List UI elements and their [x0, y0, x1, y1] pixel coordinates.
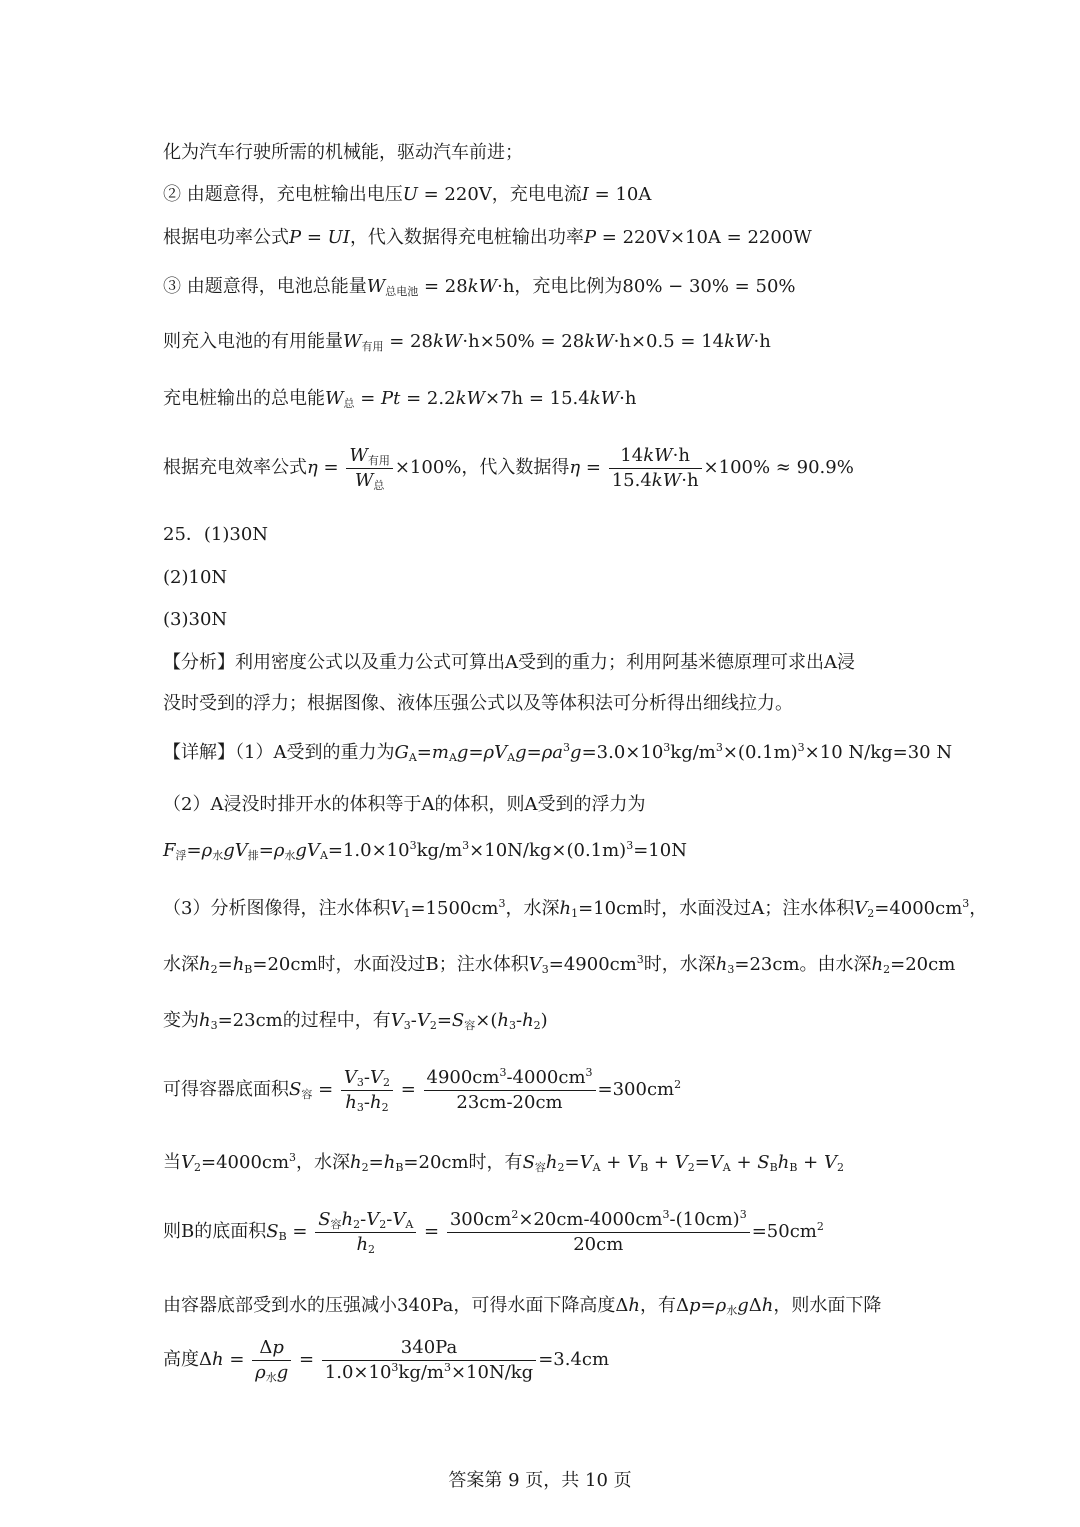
- line-3-text: 根据电功率公式P = UI，代入数据得充电桩输出功率P = 220V×10A = 2200W: [163, 227, 812, 248]
- line-4-text: ③ 由题意得，电池总能量$W_{总电池} = 28kW\cdot h$，充电比例为80% − 30% = 50%: [163, 276, 796, 298]
- line-1-text: 化为汽车行驶所需的机械能，驱动汽车前进；: [163, 142, 523, 163]
- line-12-text: 没时受到的浮力；根据图像、液体压强公式以及等体积法可分析得出细线拉力。: [163, 693, 793, 714]
- line-21-text: 则B的底面积$S_B$ = $\frac{S_容h_2-V_2-V_A}{h_2}$ = $\frac{300cm^2\times 20cm-4000cm^3-(10cm)^3}{20cm}$ $=50cm^2$: [163, 1207, 824, 1256]
- line-16: [163, 897, 987, 921]
- line-22-text: 由容器底部受到水的压强减小340Pa，可得水面下降高度Δh，有$\Delta p=\rho_水g\Delta h$，则水面下降: [163, 1295, 882, 1317]
- line-14-text: （2）A浸没时排开水的体积等于A的体积，则A受到的浮力为: [163, 794, 646, 815]
- line-12: [163, 692, 793, 716]
- line-17-text: 水深$h_2=h_B=20cm$时，水面没过B；注水体积$V_3=4900cm^3$时，水深$h_3=23cm$。由水深$h_2=20cm$: [163, 953, 956, 976]
- line-17: [163, 953, 955, 977]
- line-21: [163, 1208, 824, 1256]
- line-9-text: (2)10N: [163, 567, 228, 588]
- line-13: [163, 741, 952, 765]
- line-18-text: 变为$h_3=23cm$的过程中，有$V_3-V_2=S_容\times(h_3-h_2)$: [163, 1010, 548, 1032]
- line-5-text: 则充入电池的有用能量$W_{有用} = 28kW\cdot h\times 50\% = 28kW\cdot h\times 0.5 = 14kW\cdot h$: [163, 331, 771, 353]
- line-23: [163, 1336, 609, 1384]
- line-10: [163, 608, 227, 632]
- line-10-text: (3)30N: [163, 609, 228, 630]
- line-2: [163, 183, 651, 207]
- line-6: [163, 387, 636, 411]
- line-15: [163, 839, 687, 863]
- line-23-text: 高度Δh = $\frac{\Delta p}{\rho_水g}$ = $\frac{340Pa}{1.0\times 10^3kg/m^3\times 10N/kg}$ =3.4cm: [163, 1336, 610, 1384]
- line-14: [163, 793, 645, 817]
- line-2-text: ② 由题意得，充电桩输出电压U = 220V，充电电流I = 10A: [163, 184, 652, 205]
- line-22: [163, 1294, 881, 1318]
- line-3: [163, 226, 812, 250]
- line-13-text: 【详解】（1）A受到的重力为$G_A=m_Ag=\rho V_Ag=\rho a^3g=3.0\times 10^3kg/m^3\times(0.1m)^3\times 10$ N/kg=30 N: [163, 741, 953, 764]
- line-20-text: 当$V_2=4000cm^3$，水深$h_2=h_B=20cm$时，有$S_容h_2=V_A + V_B + V_2=V_A + S_Bh_B + V_2$: [163, 1151, 844, 1174]
- line-8: [163, 523, 268, 547]
- line-18: [163, 1009, 548, 1033]
- line-6-text: 充电桩输出的总电能$W_总 = Pt = 2.2kW\times 7h = 15.4kW\cdot h$: [163, 388, 637, 410]
- line-9: [163, 566, 227, 590]
- line-8-text: 25．(1)30N: [163, 524, 269, 545]
- line-11-text: 【分析】利用密度公式以及重力公式可算出A受到的重力；利用阿基米德原理可求出A浸: [163, 652, 855, 673]
- line-7-text: 根据充电效率公式η = $\frac{W_{有用}}{W_总}$ ×100%，代入数据得η = $\frac{14kW\cdot h}{15.4kW\cdot h}$ ×100% ≈ 90.9%: [163, 444, 854, 492]
- line-11: [163, 651, 855, 675]
- line-19: [163, 1066, 681, 1114]
- line-20: [163, 1151, 844, 1175]
- line-7: [163, 444, 854, 492]
- line-1: [163, 141, 523, 165]
- line-4: [163, 275, 796, 299]
- page-footer: 答案第 9 页，共 10 页: [448, 1470, 632, 1491]
- line-16-text: （3）分析图像得，注水体积$V_1=1500cm^3$，水深$h_1=10cm$时，水面没过A；注水体积$V_2=4000cm^3$，: [163, 897, 988, 920]
- line-5: [163, 330, 771, 354]
- line-15-text: $F_浮=\rho_水gV_排=\rho_水gV_A=1.0\times 10^3kg/m^3\times 10N/kg\times(0.1m)^3=10N$: [163, 839, 687, 862]
- line-19-text: 可得容器底面积$S_容$ = $\frac{V_3-V_2}{h_3-h_2}$ = $\frac{4900cm^3-4000cm^3}{23cm-20cm}$ $=300cm^2$: [163, 1065, 682, 1114]
